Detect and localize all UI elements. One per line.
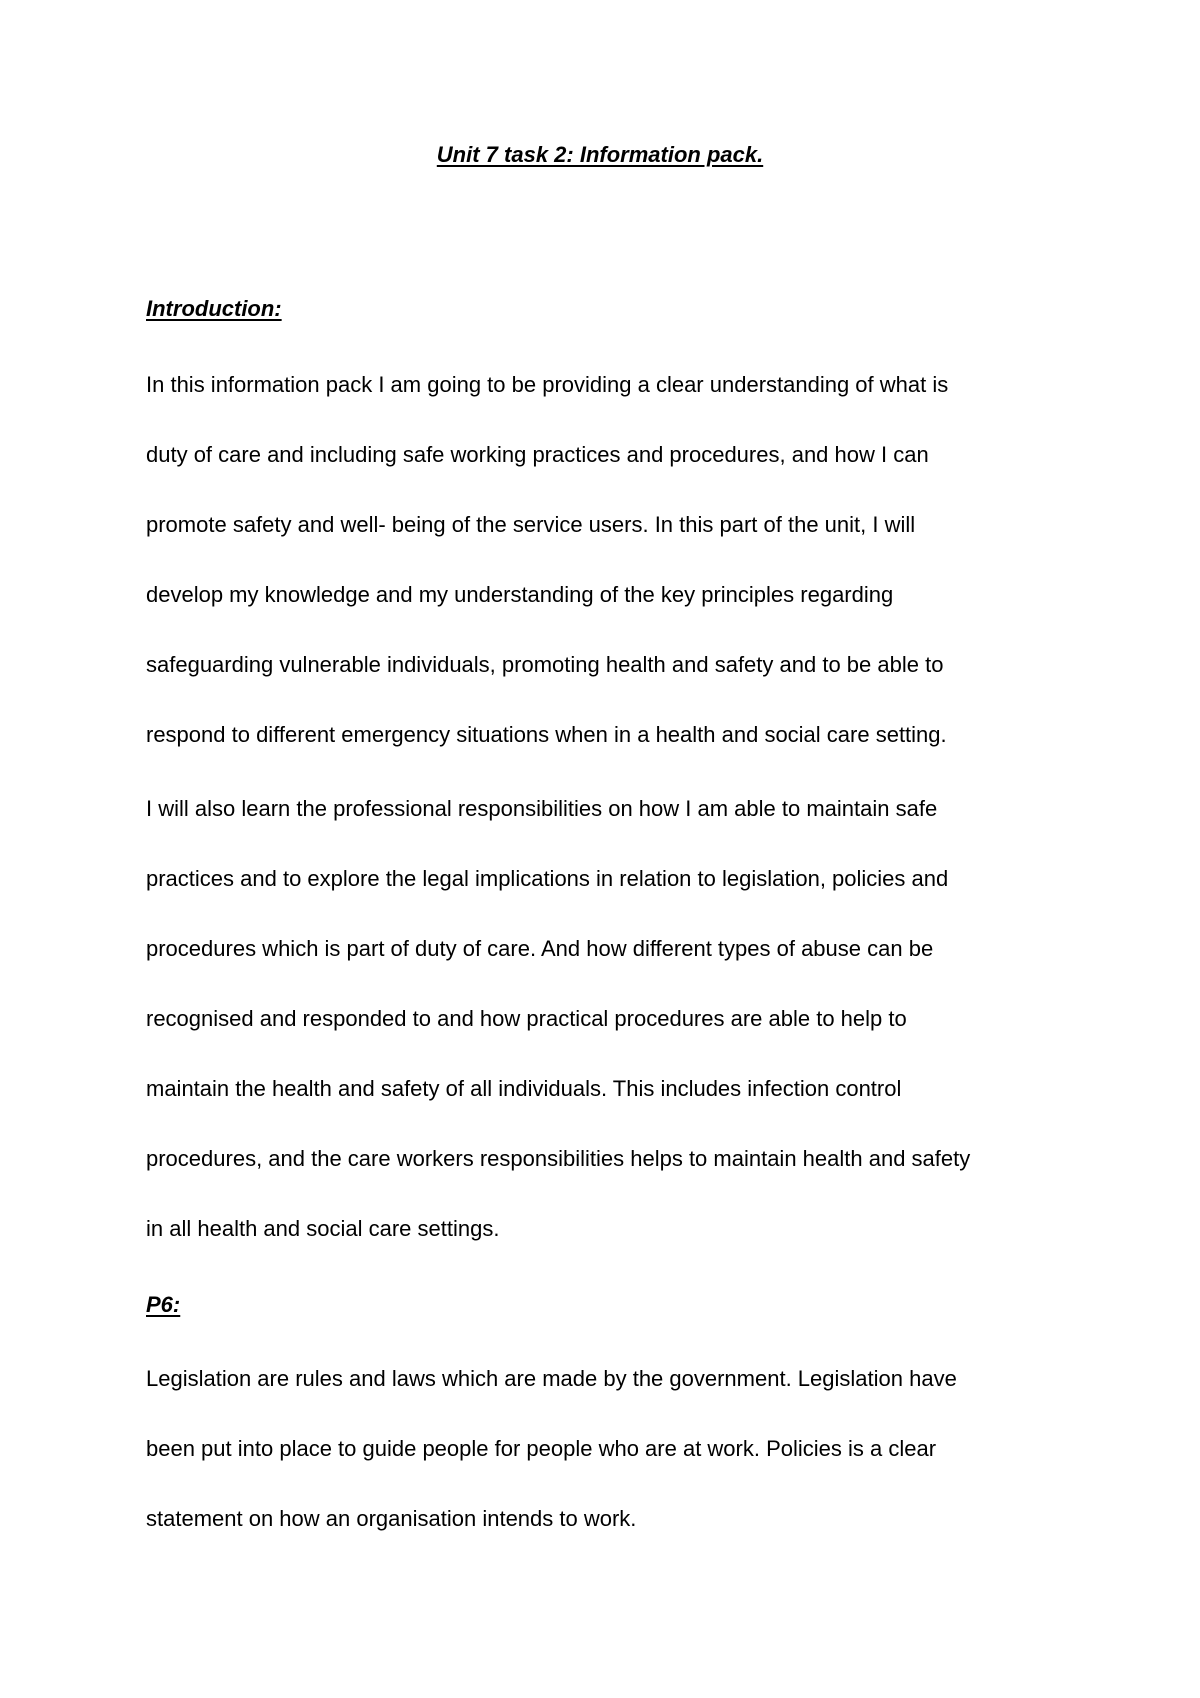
paragraph-line: procedures, and the care workers responsibilities helps to maintain health and safety — [146, 1146, 971, 1171]
p6-heading: P6: — [146, 1292, 181, 1317]
paragraph-line: statement on how an organisation intends to work. — [146, 1506, 637, 1531]
paragraph-line: safeguarding vulnerable individuals, promoting health and safety and to be able to — [146, 652, 944, 677]
document-title-text: Unit 7 task 2: Information pack. — [436, 142, 764, 167]
paragraph-line: In this information pack I am going to be providing a clear understanding of what is — [146, 372, 949, 397]
paragraph-line: promote safety and well- being of the service users. In this part of the unit, I will — [146, 512, 916, 537]
paragraph-line: practices and to explore the legal implications in relation to legislation, policies and — [146, 866, 949, 891]
paragraph-line: maintain the health and safety of all individuals. This includes infection control — [146, 1076, 902, 1101]
paragraph-line: I will also learn the professional responsibilities on how I am able to maintain safe — [146, 796, 938, 821]
introduction-heading: Introduction: — [146, 296, 282, 321]
paragraph-line: been put into place to guide people for people who are at work. Policies is a clear — [146, 1436, 937, 1461]
paragraph-line: procedures which is part of duty of care. And how different types of abuse can be — [146, 936, 934, 961]
paragraph-line: duty of care and including safe working practices and procedures, and how I can — [146, 442, 929, 467]
document-title — [0, 142, 1200, 168]
paragraph-line: in all health and social care settings. — [146, 1216, 500, 1241]
paragraph-line: respond to different emergency situations when in a health and social care setting. — [146, 722, 947, 747]
paragraph-line: Legislation are rules and laws which are made by the government. Legislation have — [146, 1366, 957, 1391]
paragraph-line: develop my knowledge and my understanding of the key principles regarding — [146, 582, 894, 607]
paragraph-line: recognised and responded to and how practical procedures are able to help to — [146, 1006, 907, 1031]
